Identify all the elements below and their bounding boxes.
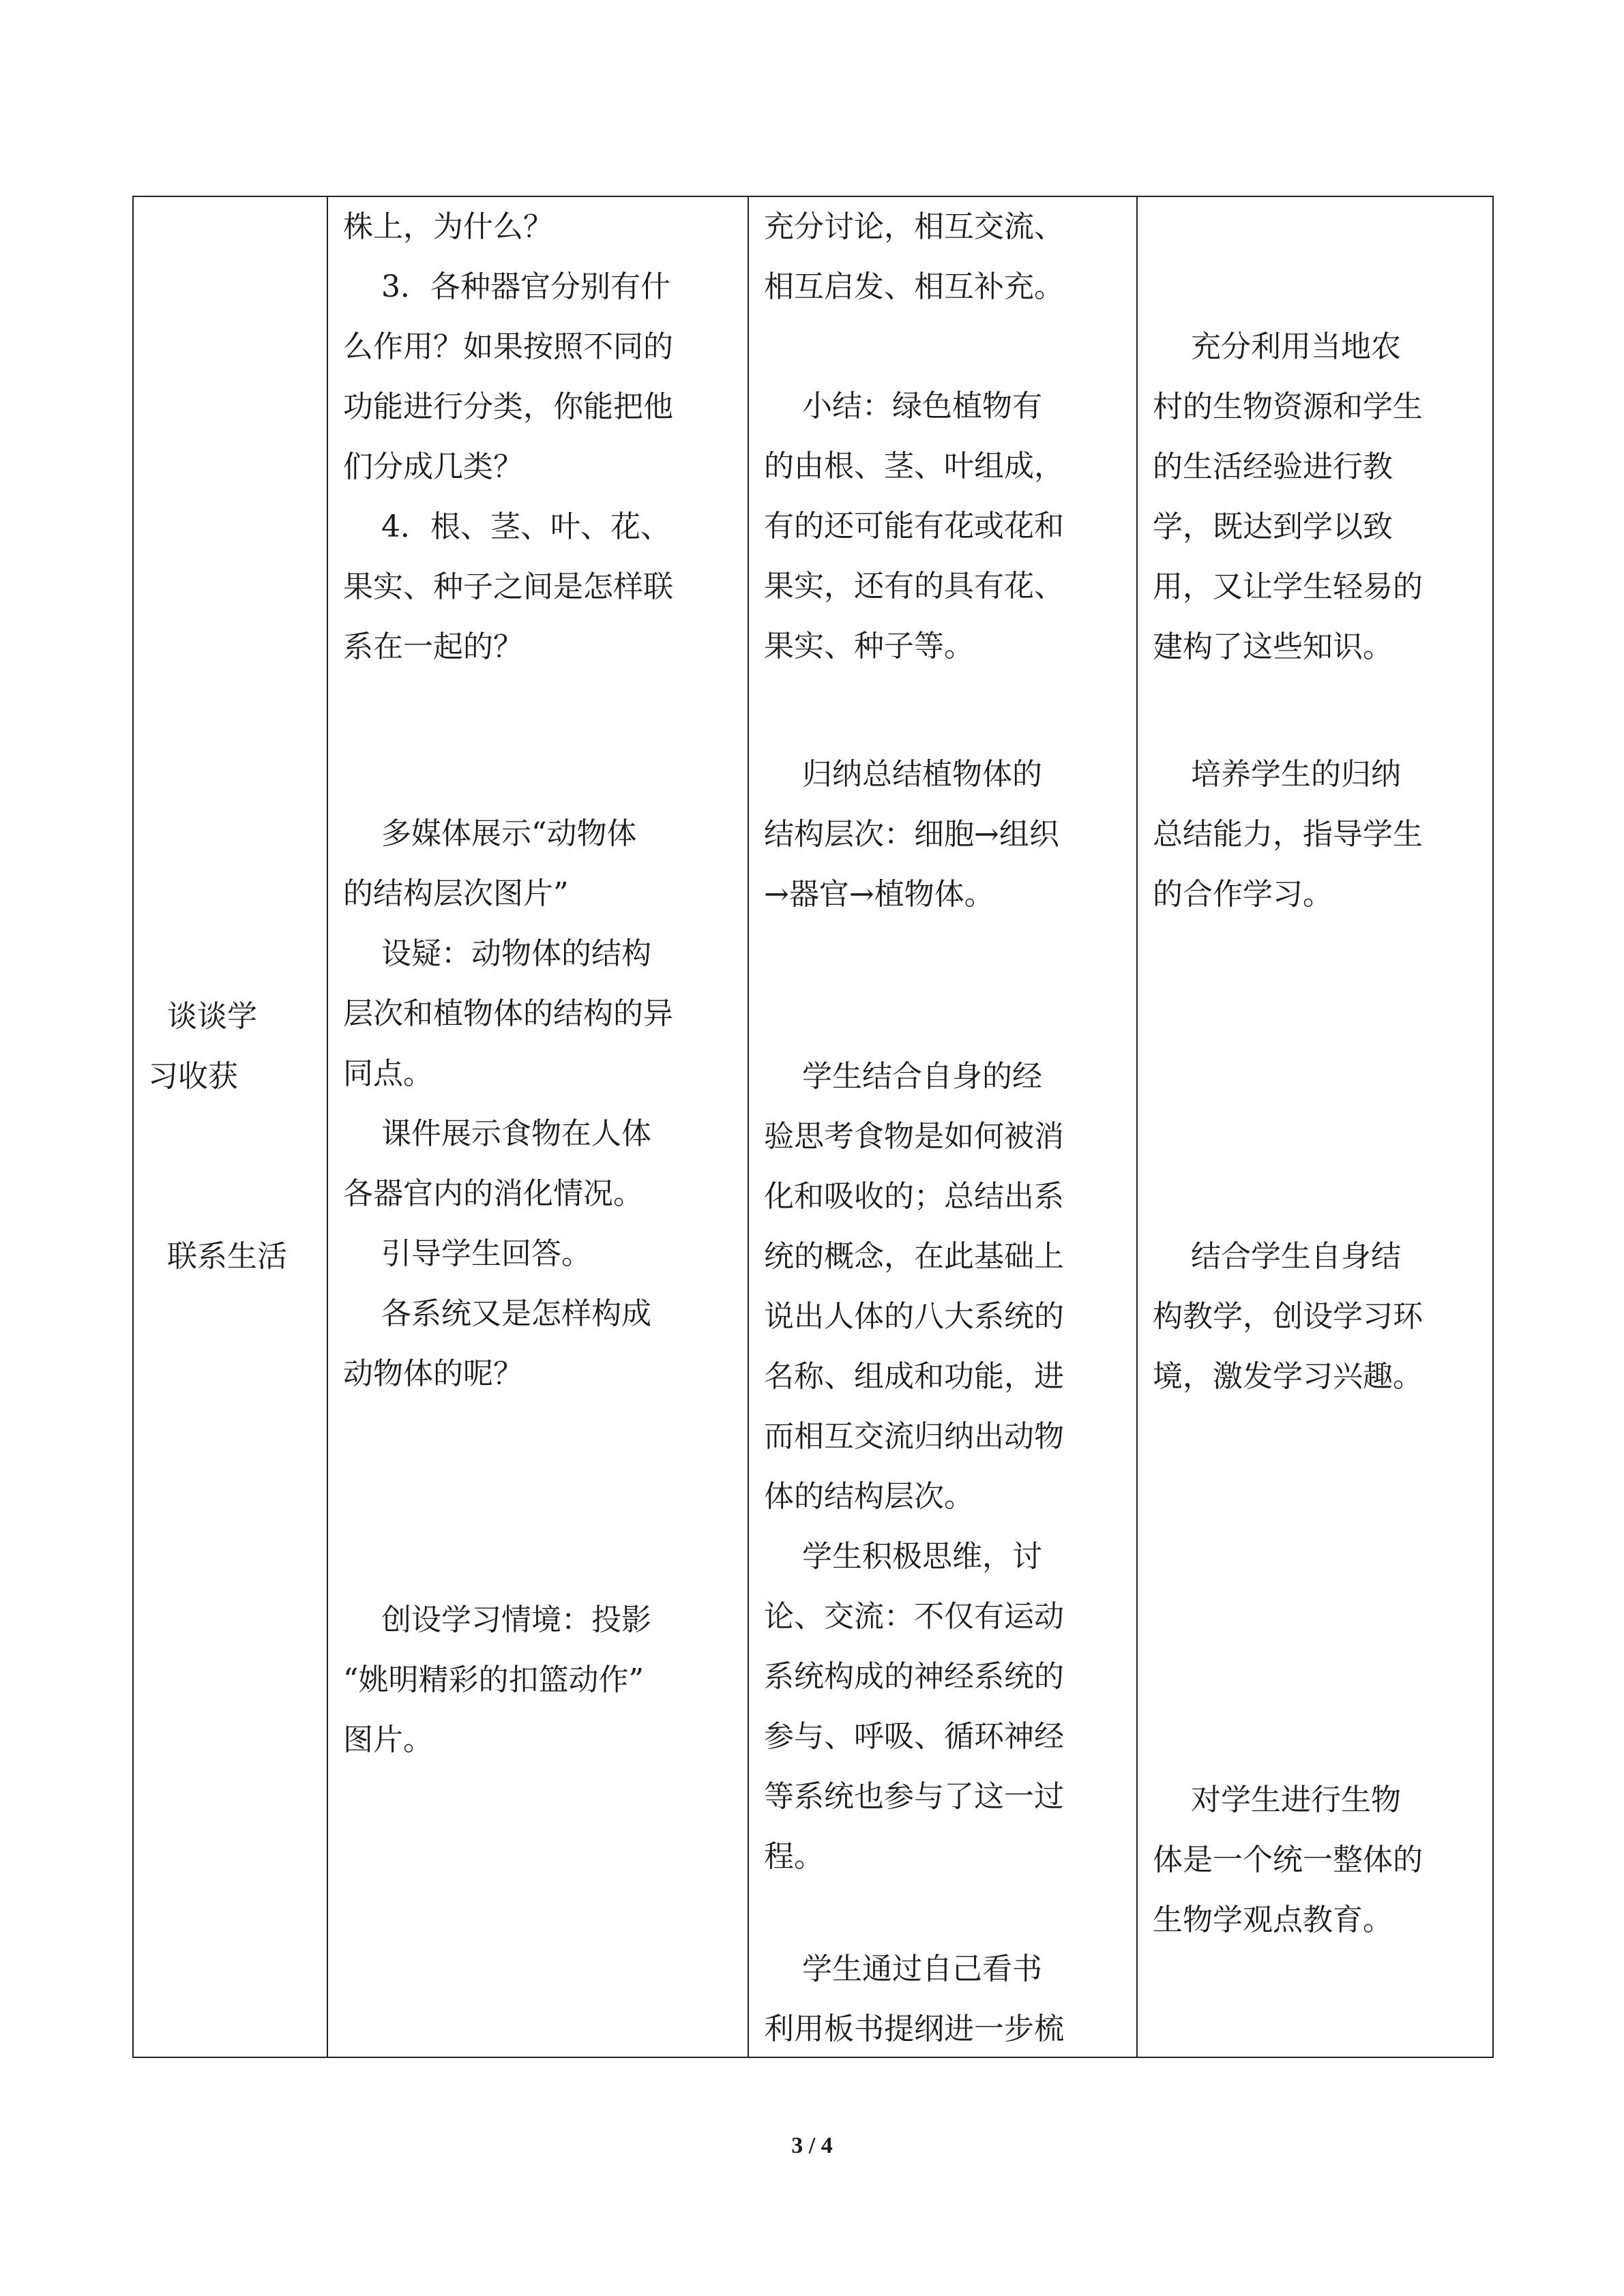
student-activity-text: 归纳总结植物体的 结构层次：细胞→组织 →器官→植物体。 (764, 757, 1059, 912)
design-intent-text: 充分利用当地农 村的生物资源和学生 的生活经验进行教 学，既达到学以致 用，又让学生轻易的 建构了这些知识。 (1153, 329, 1423, 664)
design-intent-text: 培养学生的归纳 总结能力，指导学生 的合作学习。 (1153, 757, 1423, 912)
stage-column-cell (133, 196, 327, 2057)
design-intent-cell (1137, 196, 1493, 2057)
page-number: 3 / 4 (791, 2133, 833, 2158)
teacher-activity-text: 株上，为什么？ 3．各种器官分别有什 么作用？如果按照不同的 功能进行分类，你能把他 们分成几类？ 4．根、茎、叶、花、 果实、种子之间是怎样联 系在一起的？ (343, 209, 673, 664)
teacher-activity-text: 创设学习情境：投影 “姚明精彩的扣篮动作” 图片。 (343, 1602, 651, 1757)
student-activity-cell (748, 196, 1137, 2057)
design-intent-text: 结合学生自身结 构教学，创设学习环 境，激发学习兴趣。 (1153, 1239, 1423, 1394)
teacher-activity-cell (327, 196, 748, 2057)
stage-label-life-connection: 联系生活 (148, 1239, 287, 1274)
stage-label-learning-gains: 谈谈学 习收获 (148, 999, 257, 1094)
lesson-plan-table (132, 196, 1494, 2058)
teacher-activity-text: 多媒体展示“动物体 的结构层次图片” 设疑：动物体的结构 层次和植物体的结构的异 同点。 课件展示食物在人体 各器官内的消化情况。 引导学生回答。 各系统又是怎样构成 动物体的呢？ (343, 816, 673, 1391)
student-activity-text: 小结：绿色植物有 的由根、茎、叶组成， 有的还可能有花或花和 果实，还有的具有花、 果实、种子等。 (764, 389, 1064, 664)
student-activity-text: 学生通过自己看书 利用板书提纲进一步梳 (764, 1952, 1064, 2046)
student-activity-text: 学生结合自身的经 验思考食物是如何被消 化和吸收的；总结出系 统的概念，在此基础上 说出人体的八大系统的 名称、组成和功能，进 而相互交流归纳出动物 体的结构层次。 学生积极思维，讨 论、交流：不仅有运动 系统构成的神经系统的 参与、呼吸、循环神经 等系统也参与了这一过 程。 (764, 1059, 1064, 1874)
design-intent-text: 对学生进行生物 体是一个统一整体的 生物学观点教育。 (1153, 1783, 1423, 1937)
table-row (133, 196, 1493, 2057)
student-activity-text: 充分讨论，相互交流、 相互启发、相互补充。 (764, 209, 1064, 304)
